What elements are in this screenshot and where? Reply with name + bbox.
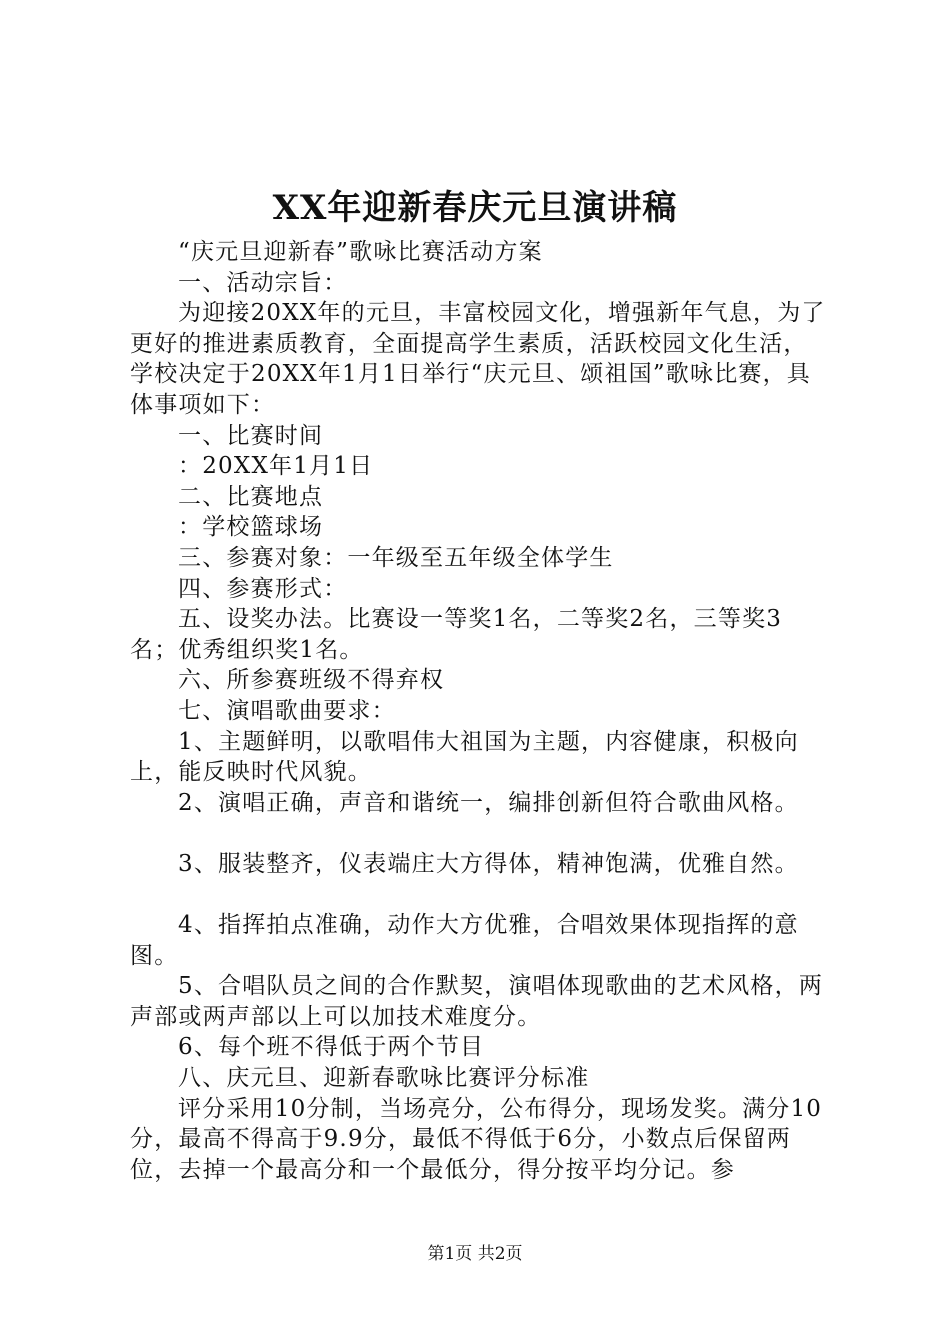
paragraph-12: 七、演唱歌曲要求： (178, 697, 396, 724)
paragraph-3: 为迎接20XX年的元旦，丰富校园文化，增强新年气息，为了更好的推进素质教育，全面提高学生素质，活跃校园文化生活，学校决定于20XX年1月1日举行“庆元旦、颂祖国”歌咏比赛，具体事项如下： (130, 300, 826, 418)
paragraph-7: ：学校篮球场 (178, 514, 324, 541)
paragraph-15: 3、服装整齐，仪表端庄大方得体，精神饱满，优雅自然。 (178, 850, 799, 877)
paragraph-20: 评分采用10分制，当场亮分，公布得分，现场发奖。满分10分，最高不得高于9.9分，最低不得低于6分，小数点后保留两位，去掉一个最高分和一个最低分，得分按平均分记。参 (130, 1095, 823, 1183)
paragraph-8: 三、参赛对象：一年级至五年级全体学生 (178, 544, 614, 571)
paragraph-5: ：20XX年1月1日 (178, 453, 374, 480)
paragraph-18: 6、每个班不得低于两个节目 (178, 1034, 485, 1061)
paragraph-1: “庆元旦迎新春”歌咏比赛活动方案 (178, 239, 543, 265)
paragraph-19: 八、庆元旦、迎新春歌咏比赛评分标准 (178, 1065, 590, 1092)
paragraph-13: 1、主题鲜明，以歌唱伟大祖国为主题，内容健康，积极向上，能反映时代风貌。 (130, 728, 799, 786)
page-footer: 第1页 共2页 (427, 1244, 523, 1264)
paragraph-2: 一、活动宗旨： (178, 269, 348, 296)
document-title: XX年迎新春庆元旦演讲稿 (272, 188, 678, 228)
paragraph-16: 4、指挥拍点准确，动作大方优雅，合唱效果体现指挥的意图。 (130, 912, 799, 969)
paragraph-9: 四、参赛形式： (178, 575, 348, 602)
document-body (130, 237, 830, 1185)
paragraph-14: 2、演唱正确，声音和谐统一，编排创新但符合歌曲风格。 (178, 789, 799, 816)
paragraph-11: 六、所参赛班级不得弃权 (178, 667, 445, 694)
paragraph-10: 五、设奖办法。比赛设一等奖1名，二等奖2名，三等奖3名；优秀组织奖1名。 (130, 606, 783, 663)
paragraph-6: 二、比赛地点 (178, 483, 324, 510)
paragraph-17: 5、合唱队员之间的合作默契，演唱体现歌曲的艺术风格，两声部或两声部以上可以加技术难度分。 (130, 973, 824, 1030)
paragraph-4: 一、比赛时间 (178, 422, 324, 449)
